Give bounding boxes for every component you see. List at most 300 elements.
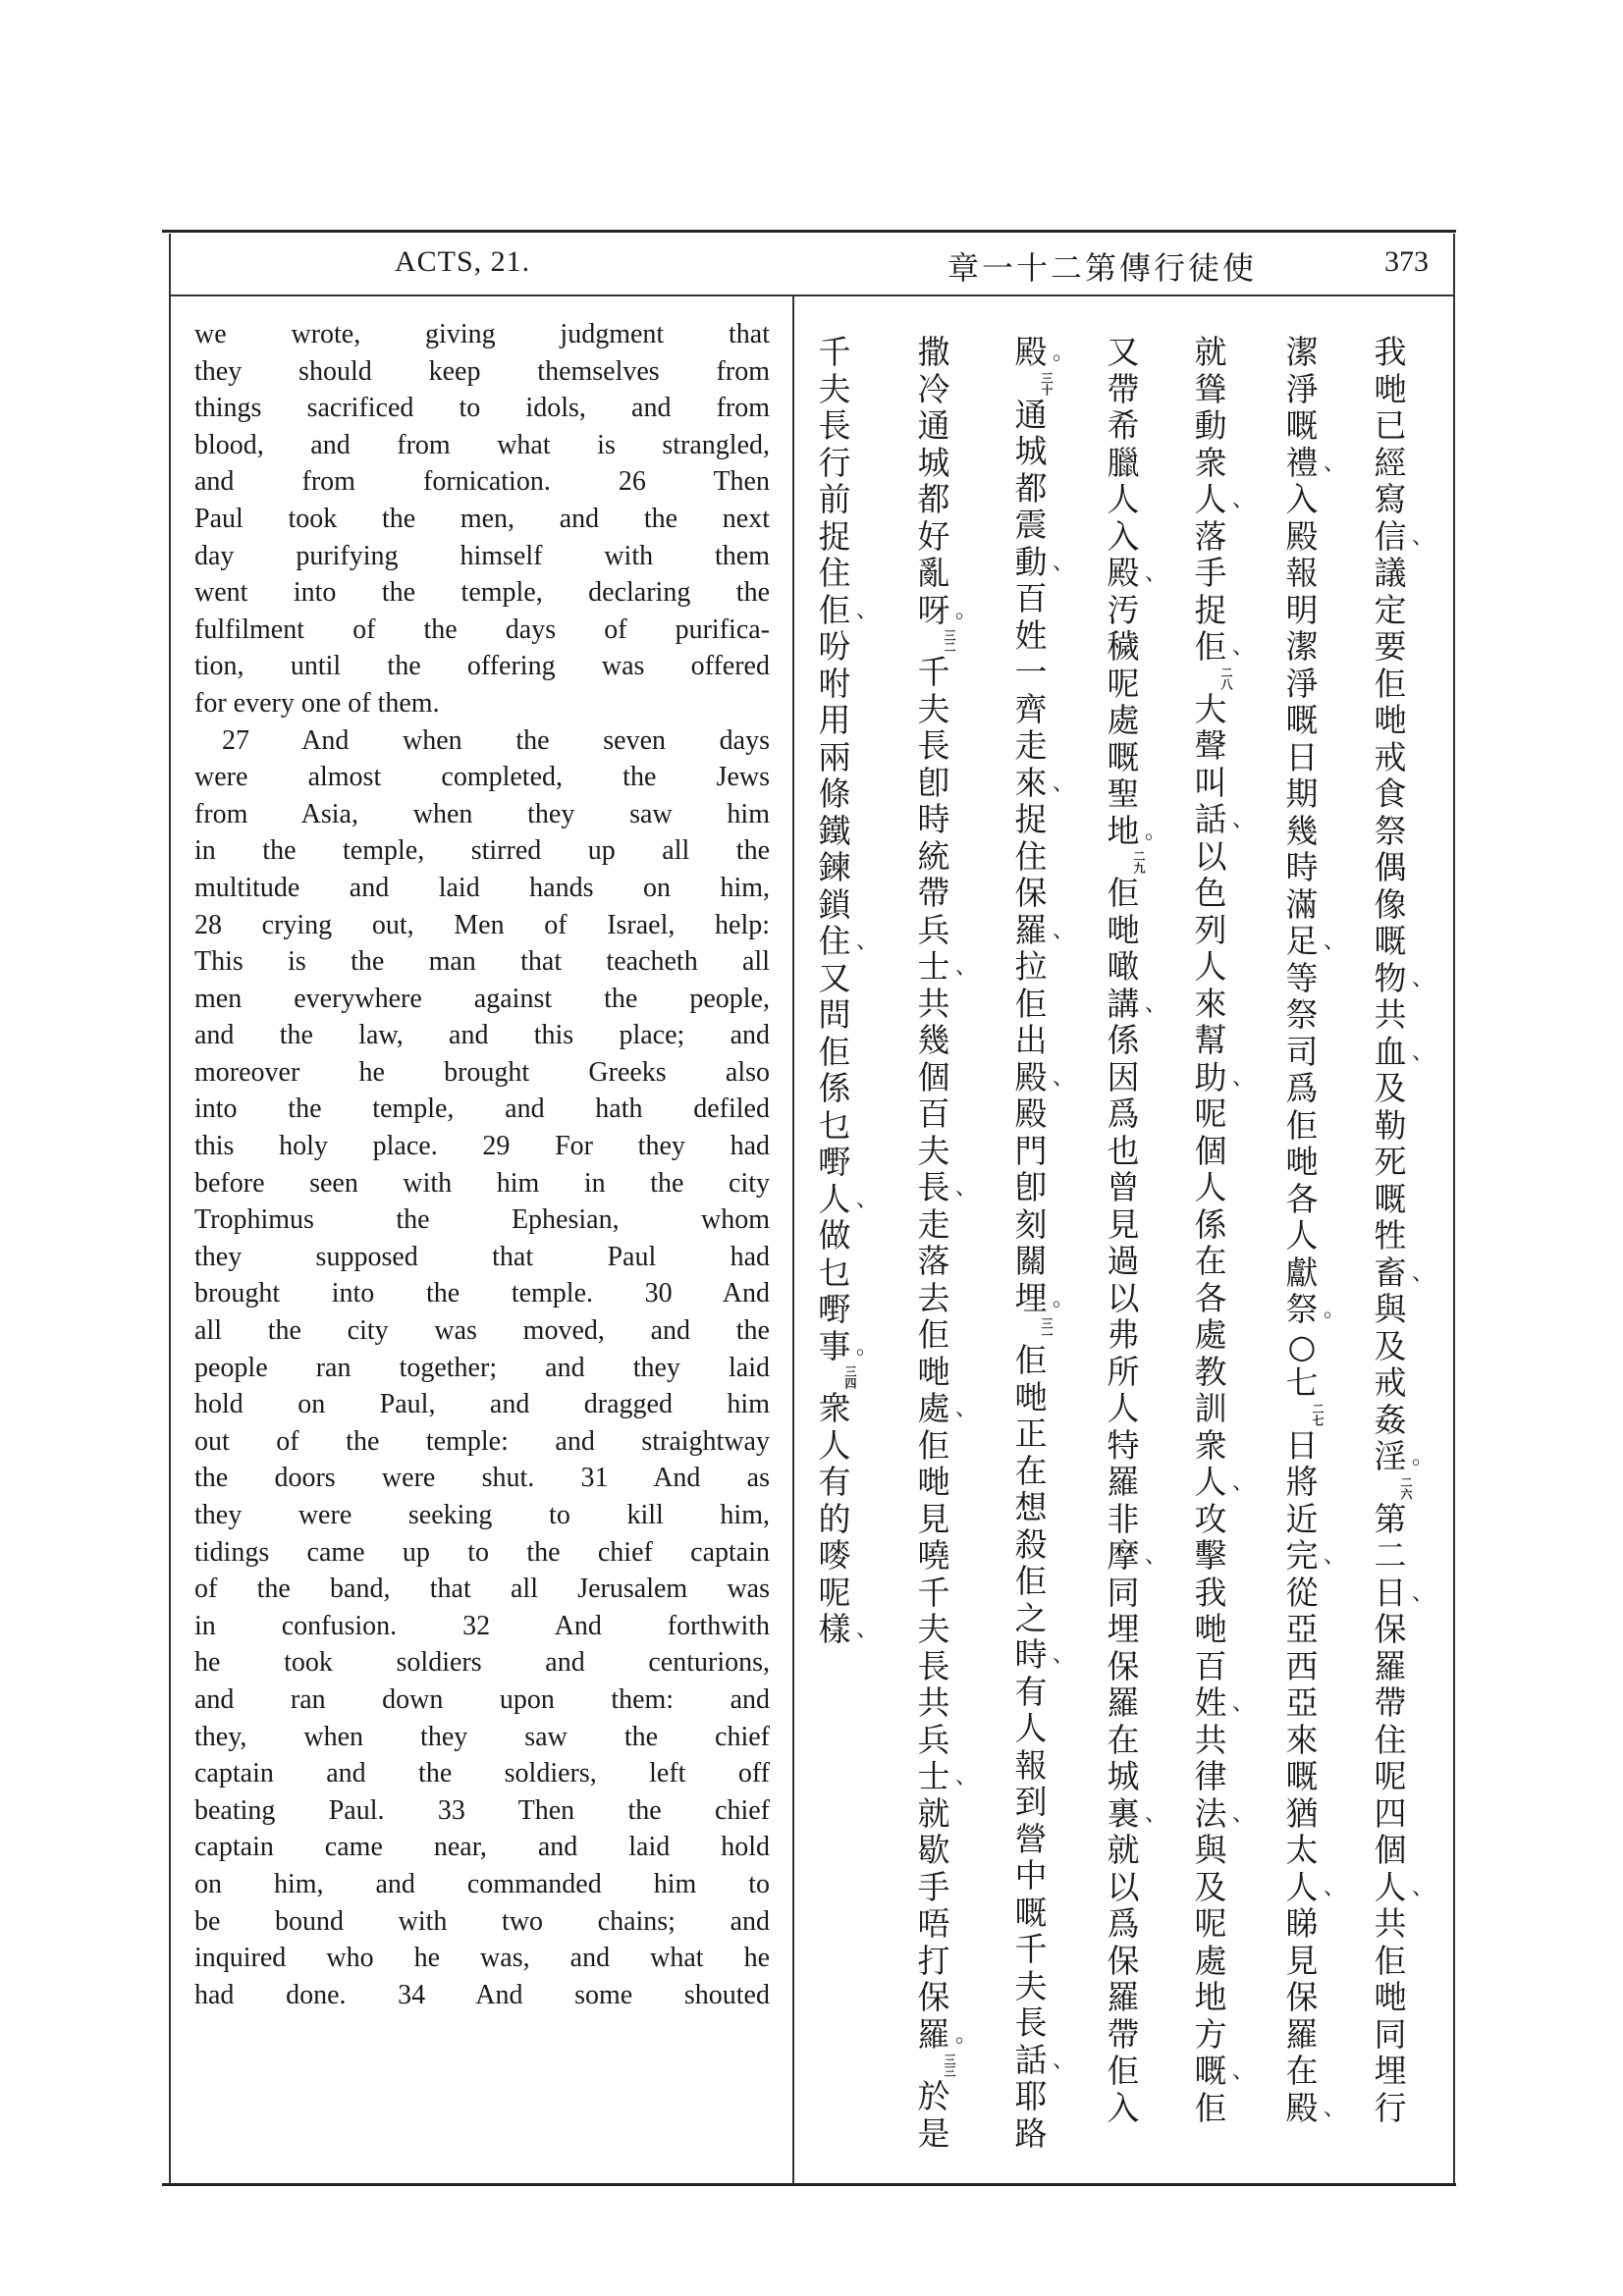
text-line: out of the temple: and straightway <box>194 1425 770 1457</box>
chinese-character: 各 <box>1285 1179 1319 1218</box>
chinese-character: 報 <box>1285 554 1319 592</box>
chinese-character: 呢 <box>818 1573 851 1612</box>
punctuation: 。 <box>856 1334 879 1360</box>
text-line: beating Paul. 33 Then the chief <box>194 1794 770 1826</box>
chinese-character: 偶 <box>1374 848 1407 886</box>
chinese-character: 將 <box>1285 1463 1319 1501</box>
chinese-character: 兵 <box>917 1720 950 1759</box>
chinese-character: 信 、 <box>1374 516 1434 556</box>
punctuation: 、 <box>856 930 879 954</box>
punctuation: 、 <box>1053 1643 1075 1668</box>
chinese-character: 人 、 <box>1374 1867 1434 1906</box>
punctuation: 、 <box>1053 2048 1075 2073</box>
chinese-character: 佢 <box>818 1032 851 1071</box>
text-line: Trophimus the Ephesian, whom <box>194 1204 770 1236</box>
chinese-character: 路 <box>1014 2113 1048 2153</box>
chinese-character: 佢 <box>1014 1562 1048 1600</box>
punctuation: 。 <box>955 598 978 623</box>
text-line: 28 crying out, Men of Israel, help: <box>194 909 770 940</box>
chinese-character: 在 <box>1107 1720 1140 1759</box>
chinese-character: 個 <box>1374 1831 1407 1869</box>
page-top-rule <box>162 230 1456 233</box>
punctuation: 、 <box>1145 991 1167 1017</box>
chinese-character: 西 <box>1285 1646 1319 1685</box>
chinese-character: 時 、 <box>1014 1635 1075 1674</box>
chinese-character: 嘅 、 <box>1194 2052 1255 2090</box>
punctuation: 、 <box>1412 524 1434 550</box>
chinese-character: 佢 <box>917 1425 950 1465</box>
chinese-character: 行 <box>818 443 851 482</box>
verse-number: 二六 <box>1399 1475 1413 1500</box>
chinese-character: 人 <box>1107 480 1140 518</box>
chinese-character: 刻 <box>1014 1204 1048 1244</box>
chinese-character: 手 <box>1194 554 1227 592</box>
chinese-character: 保 <box>917 1978 950 2016</box>
chinese-character: 擊 <box>1194 1536 1227 1575</box>
punctuation: 、 <box>955 1397 978 1421</box>
chinese-character: 前 <box>818 480 851 518</box>
chinese-character: 嘅 <box>1107 737 1140 776</box>
chinese-character: 殺 <box>1014 1524 1048 1564</box>
chinese-character: 到 <box>1014 1783 1048 1821</box>
chinese-character: 佢 <box>1374 1941 1407 1980</box>
chinese-character: 淨 <box>1285 369 1319 408</box>
chinese-character: 嘢 <box>818 1290 851 1328</box>
punctuation: 、 <box>1145 561 1167 586</box>
chinese-character: 亂 <box>917 554 950 592</box>
chinese-character: 哋 <box>1014 1377 1048 1416</box>
chinese-character: 事 。 <box>818 1326 879 1365</box>
chinese-character: 足 、 <box>1285 922 1346 960</box>
chinese-character: 佢 <box>1285 1105 1319 1145</box>
punctuation: 、 <box>1145 1544 1167 1569</box>
chinese-character: 都 <box>1014 468 1048 507</box>
chinese-column <box>1009 333 1075 2153</box>
chinese-character: 及 <box>1374 1069 1407 1107</box>
chinese-character: 哋 <box>1285 1143 1319 1181</box>
chinese-character: 帶 <box>1374 1683 1407 1722</box>
chinese-character: 猶 <box>1285 1793 1319 1833</box>
chinese-column <box>813 333 879 1648</box>
chinese-character: 震 <box>1014 506 1048 544</box>
chinese-character: 羅 <box>1285 2014 1319 2054</box>
chinese-character: 我 <box>1194 1573 1227 1612</box>
punctuation: 、 <box>1412 1040 1434 1065</box>
chinese-character: 我 <box>1374 333 1407 371</box>
chinese-character: 鐵 <box>818 811 851 850</box>
chinese-character: 同 <box>1374 2014 1407 2054</box>
punctuation: 、 <box>1053 1065 1075 1091</box>
text-line: of the band, that all Jerusalem was <box>194 1574 770 1605</box>
chinese-character: 物 、 <box>1374 958 1434 997</box>
chinese-character: 法 、 <box>1194 1793 1255 1833</box>
chinese-character: 人 <box>1194 1168 1227 1206</box>
chinese-character: 千 <box>917 653 950 691</box>
punctuation: 、 <box>1412 1580 1434 1606</box>
text-line: blood, and from what is strangled, <box>194 429 770 460</box>
chinese-character: 噉 <box>1107 947 1140 986</box>
chinese-character: 入 <box>1107 2088 1140 2127</box>
chinese-character: 來 <box>1285 1720 1319 1759</box>
chinese-character: 嘅 <box>1014 1893 1048 1932</box>
chinese-character: 死 <box>1374 1143 1407 1181</box>
chinese-character: 四 <box>1374 1793 1407 1833</box>
chinese-character: 就 <box>1107 1831 1140 1869</box>
text-line: be bound with two chains; and <box>194 1905 770 1937</box>
punctuation: 、 <box>856 598 879 623</box>
chinese-character: 羅 <box>1107 1683 1140 1722</box>
chinese-character: 行 <box>1374 2088 1407 2127</box>
chinese-character: 動 、 <box>1014 542 1075 581</box>
chinese-character: 士 、 <box>917 1757 978 1795</box>
chinese-character: 寫 <box>1374 480 1407 518</box>
text-line: had done. 34 And some shouted <box>194 1979 770 2010</box>
chinese-character: 通 <box>917 406 950 445</box>
chinese-character: 佢 <box>1194 2088 1227 2127</box>
chinese-character: 勒 <box>1374 1105 1407 1145</box>
chinese-character: 食 <box>1374 774 1407 813</box>
chinese-character: 歇 <box>917 1831 950 1869</box>
text-line: captain and the soldiers, left off <box>194 1758 770 1789</box>
chinese-character: 從 <box>1285 1573 1319 1612</box>
text-line: Paul took the men, and the next <box>194 503 770 534</box>
chinese-character: 處 <box>1194 1315 1227 1354</box>
chinese-character: 明 <box>1285 590 1319 629</box>
chinese-character: 大 <box>1194 689 1227 728</box>
verse-number: 二七 <box>1311 1402 1325 1426</box>
text-line: fulfilment of the days of purifica- <box>194 614 770 645</box>
chinese-character: 想 <box>1014 1488 1048 1526</box>
punctuation: 、 <box>1232 488 1255 512</box>
column-divider <box>792 296 794 2183</box>
chinese-character: 住 <box>818 554 851 592</box>
chinese-character: 夫 <box>917 1131 950 1170</box>
chinese-character: 士 、 <box>917 947 978 986</box>
chinese-character: 姓 、 <box>1194 1683 1255 1722</box>
chinese-character: 處 <box>1194 1941 1227 1980</box>
chinese-character: 特 <box>1107 1425 1140 1465</box>
punctuation: 、 <box>1232 1691 1255 1716</box>
chinese-character: 以 <box>1107 1278 1140 1317</box>
chinese-character: 衆 <box>818 1389 851 1427</box>
chinese-character: 列 <box>1194 910 1227 949</box>
chinese-character: 哋 <box>1107 910 1140 949</box>
chinese-character: 埋 。 <box>1014 1278 1075 1317</box>
chinese-character: 嘅 <box>1285 701 1319 739</box>
chinese-character: 及 <box>1194 1867 1227 1906</box>
text-line: This is the man that teacheth all <box>194 946 770 978</box>
punctuation: 、 <box>1232 808 1255 832</box>
verse-number: 三一 <box>1040 1317 1054 1341</box>
chinese-character: 亞 <box>1285 1683 1319 1722</box>
chinese-character: 希 <box>1107 406 1140 445</box>
chinese-character: 律 <box>1194 1757 1227 1795</box>
chinese-character: 日 <box>1285 737 1319 776</box>
chinese-character: 撒 <box>917 333 950 371</box>
chinese-character: 弗 <box>1107 1315 1140 1354</box>
verse-number: 三四 <box>843 1365 857 1389</box>
chinese-character: 已 <box>1374 406 1407 445</box>
chinese-character: 有 <box>818 1463 851 1501</box>
chinese-character: 帶 <box>1107 2014 1140 2054</box>
chinese-character: 各 <box>1194 1278 1227 1317</box>
chinese-character: 同 <box>1107 1573 1140 1612</box>
chinese-character: 嘵 <box>917 1536 950 1575</box>
punctuation: 、 <box>955 955 978 980</box>
page-number: 373 <box>1384 245 1429 278</box>
chinese-character: 齊 <box>1014 689 1048 728</box>
chinese-character: 共 <box>917 984 950 1023</box>
chinese-character: 幫 <box>1194 1021 1227 1059</box>
chinese-character: 及 <box>1374 1326 1407 1365</box>
text-line: brought into the temple. 30 And <box>194 1278 770 1309</box>
chinese-character: 穢 <box>1107 627 1140 666</box>
chinese-character: 長 <box>818 406 851 445</box>
text-line: they should keep themselves from <box>194 355 770 387</box>
chinese-character: 方 <box>1194 2014 1227 2054</box>
punctuation: 。 <box>1324 1298 1346 1322</box>
chinese-character: 報 <box>1014 1745 1048 1785</box>
running-head-chinese: 使徒行傳第二十一章 <box>947 249 1258 287</box>
chinese-column <box>1189 333 1255 2127</box>
punctuation: 、 <box>1324 930 1346 954</box>
chinese-character: 講 、 <box>1107 984 1167 1023</box>
chinese-character: 哋 <box>917 1352 950 1391</box>
chinese-character: 淨 <box>1285 664 1319 703</box>
text-line: tion, until the offering was offered <box>194 651 770 682</box>
page-bottom-rule <box>162 2183 1456 2186</box>
text-line: went into the temple, declaring the <box>194 577 770 609</box>
chinese-character: 保 <box>1374 1610 1407 1648</box>
punctuation: 。 <box>955 2022 978 2048</box>
text-line: all the city was moved, and the <box>194 1315 770 1347</box>
chinese-character: 夫 <box>917 689 950 728</box>
chinese-character: 在 <box>1194 1242 1227 1280</box>
chinese-character: 條 <box>818 774 851 813</box>
chinese-character: 像 <box>1374 884 1407 924</box>
text-line: the doors were shut. 31 And as <box>194 1463 770 1494</box>
chinese-character: 教 <box>1194 1352 1227 1391</box>
chinese-character: 要 <box>1374 627 1407 666</box>
chinese-character: 攻 <box>1194 1499 1227 1538</box>
chinese-character: 幾 <box>917 1021 950 1059</box>
chinese-character: 人 、 <box>1194 1463 1255 1501</box>
text-line: we wrote, giving judgment that <box>194 319 770 349</box>
chinese-character: 人 、 <box>1285 1867 1346 1906</box>
chinese-character: 乜 <box>818 1105 851 1145</box>
chinese-character: 正 <box>1014 1415 1048 1453</box>
text-line: and ran down upon them: and <box>194 1683 770 1715</box>
chinese-character: 埋 <box>1374 2052 1407 2090</box>
chinese-character: 姦 <box>1374 1400 1407 1439</box>
chinese-character: 話 、 <box>1014 2040 1075 2079</box>
chinese-character: 做 <box>818 1216 851 1255</box>
chinese-character: 羅 <box>1107 1978 1140 2016</box>
chinese-character: 嘅 <box>1285 406 1319 445</box>
chinese-character: 地 。 <box>1107 811 1167 850</box>
chinese-character: 色 <box>1194 874 1227 912</box>
chinese-character: 見 <box>1285 1941 1319 1980</box>
chinese-character: 樣 、 <box>818 1610 879 1648</box>
text-line: for every one of them. <box>194 687 440 719</box>
running-head-english: ACTS, 21. <box>395 245 531 278</box>
chinese-character: 城 <box>1014 432 1048 470</box>
punctuation: 、 <box>955 1176 978 1201</box>
chinese-character: 見 <box>917 1499 950 1538</box>
chinese-character: 人 <box>1014 1709 1048 1747</box>
chinese-character: 與 <box>1374 1290 1407 1328</box>
chinese-character: 於 <box>917 2077 950 2115</box>
chinese-character: 所 <box>1107 1352 1140 1391</box>
chinese-character: 一 <box>1014 653 1048 691</box>
english-text-column <box>194 316 770 2013</box>
chinese-character: 畜 、 <box>1374 1253 1434 1292</box>
chinese-character: 卽 <box>917 763 950 802</box>
chinese-character: 呀 。 <box>917 590 978 629</box>
text-line: they supposed that Paul had <box>194 1241 770 1272</box>
chinese-character: 近 <box>1285 1499 1319 1538</box>
punctuation: 、 <box>1412 966 1434 991</box>
punctuation: 、 <box>1412 1260 1434 1286</box>
chinese-character: 血 、 <box>1374 1032 1434 1071</box>
chinese-character: 殿 、 <box>1014 1057 1075 1096</box>
chinese-character: 來 <box>1194 984 1227 1023</box>
chinese-character: 聲 <box>1194 726 1227 765</box>
chinese-character: 見 <box>1107 1204 1140 1244</box>
punctuation: 、 <box>1412 1875 1434 1900</box>
punctuation: 、 <box>856 1618 879 1642</box>
chinese-character: 保 <box>1285 1978 1319 2016</box>
chinese-character: 鍊 <box>818 848 851 886</box>
chinese-character: 是 <box>917 2113 950 2153</box>
chinese-character: 期 <box>1285 774 1319 813</box>
chinese-character: 捉 <box>818 516 851 556</box>
chinese-character: 落 <box>1194 516 1227 556</box>
chinese-character: 唔 <box>917 1904 950 1943</box>
chinese-character: 獻 <box>1285 1253 1319 1292</box>
verse-number: 三十 <box>1040 371 1054 396</box>
text-line: before seen with him in the city <box>194 1167 770 1199</box>
chinese-character: 經 <box>1374 443 1407 482</box>
chinese-character: 係 <box>818 1069 851 1107</box>
chinese-character: 營 <box>1014 1819 1048 1858</box>
chinese-character: 用 <box>818 701 851 739</box>
chinese-character: 以 <box>1194 836 1227 876</box>
chinese-character: 兵 <box>917 910 950 949</box>
chinese-character: 助 、 <box>1194 1057 1255 1096</box>
text-line: in confusion. 32 And forthwith <box>194 1610 770 1641</box>
chinese-character: 摩 、 <box>1107 1536 1167 1575</box>
chinese-character: 的 <box>818 1499 851 1538</box>
chinese-character: 時 <box>917 800 950 838</box>
chinese-character: 汚 <box>1107 590 1140 629</box>
chinese-character: 也 <box>1107 1131 1140 1170</box>
chinese-character: 保 <box>1107 1646 1140 1685</box>
text-line: they, when they saw the chief <box>194 1721 770 1752</box>
chinese-character: 長 <box>917 1646 950 1685</box>
chinese-character: 曾 <box>1107 1168 1140 1206</box>
chinese-character: 保 <box>1107 1941 1140 1980</box>
chinese-character: 等 <box>1285 958 1319 997</box>
chinese-character: 就 <box>1194 333 1227 371</box>
chinese-character: 入 <box>1107 516 1140 556</box>
chinese-character: 潔 <box>1285 333 1319 371</box>
chinese-character: 滿 <box>1285 884 1319 924</box>
chinese-character: 七 <box>1285 1363 1319 1402</box>
chinese-character: 嘅 <box>1374 922 1407 960</box>
chinese-character: 人 <box>818 1425 851 1465</box>
chinese-character: 卽 <box>1014 1168 1048 1206</box>
text-line: on him, and commanded him to <box>194 1868 770 1899</box>
chinese-character: 殿 、 <box>1285 2088 1346 2127</box>
chinese-character: 過 <box>1107 1242 1140 1280</box>
text-line: hold on Paul, and dragged him <box>194 1389 770 1420</box>
chinese-character: 出 <box>1014 1021 1048 1059</box>
chinese-character: 哋 <box>1374 369 1407 408</box>
chinese-character: 都 <box>917 480 950 518</box>
chinese-column <box>1369 333 1434 2127</box>
chinese-character: 日 、 <box>1374 1573 1434 1612</box>
chinese-character: 百 <box>1194 1646 1227 1685</box>
chinese-character: 手 <box>917 1867 950 1906</box>
chinese-character: 城 <box>917 443 950 482</box>
text-line: from Asia, when they saw him <box>194 798 770 829</box>
chinese-character: 哋 <box>1194 1610 1227 1648</box>
text-line: things sacrificed to idols, and from <box>194 393 770 424</box>
chinese-character: 因 <box>1107 1057 1140 1096</box>
chinese-character: 捉 <box>1194 590 1227 629</box>
chinese-character: 百 <box>1014 579 1048 617</box>
punctuation: 、 <box>1232 1470 1255 1495</box>
chinese-character: 百 <box>917 1095 950 1133</box>
chinese-character: 聳 <box>1194 369 1227 408</box>
chinese-character: 共 <box>917 1683 950 1722</box>
chinese-character: 姓 <box>1014 615 1048 655</box>
chinese-character: 臘 <box>1107 443 1140 482</box>
chinese-character: 拉 <box>1014 947 1048 986</box>
chinese-character: 以 <box>1107 1867 1140 1906</box>
chinese-character: 佢 、 <box>1194 627 1255 666</box>
chinese-character: 長 <box>917 726 950 765</box>
punctuation: 、 <box>1053 550 1075 575</box>
chinese-character: 佢 <box>1014 984 1048 1023</box>
punctuation: 。 <box>1053 341 1075 365</box>
chinese-character: 夫 <box>818 369 851 408</box>
punctuation: 、 <box>1145 1801 1167 1827</box>
chinese-character: 呢 <box>1194 1904 1227 1943</box>
chinese-character: 嘅 <box>1374 1179 1407 1218</box>
chinese-character: 祭 <box>1374 811 1407 850</box>
chinese-character: 人 <box>1285 1216 1319 1255</box>
chinese-character: 住 <box>1014 836 1048 876</box>
punctuation: 、 <box>856 1187 879 1212</box>
chinese-character: 打 <box>917 1941 950 1980</box>
chinese-character: 地 <box>1194 1978 1227 2016</box>
chinese-character: 聖 <box>1107 774 1140 813</box>
chinese-character: 與 <box>1194 1831 1227 1869</box>
text-line: inquired who he was, and what he <box>194 1943 770 1974</box>
chinese-character: 司 <box>1285 1032 1319 1071</box>
chinese-character: 咐 <box>818 664 851 703</box>
chinese-character: 幾 <box>1285 811 1319 850</box>
chinese-character: 夫 <box>917 1610 950 1648</box>
chinese-character: 兩 <box>818 737 851 776</box>
chinese-character: 裏 、 <box>1107 1793 1167 1833</box>
chinese-character: 戒 <box>1374 1363 1407 1402</box>
chinese-character: 來 、 <box>1014 763 1075 802</box>
chinese-character: 住 <box>1374 1720 1407 1759</box>
chinese-character: 殿 <box>1285 516 1319 556</box>
